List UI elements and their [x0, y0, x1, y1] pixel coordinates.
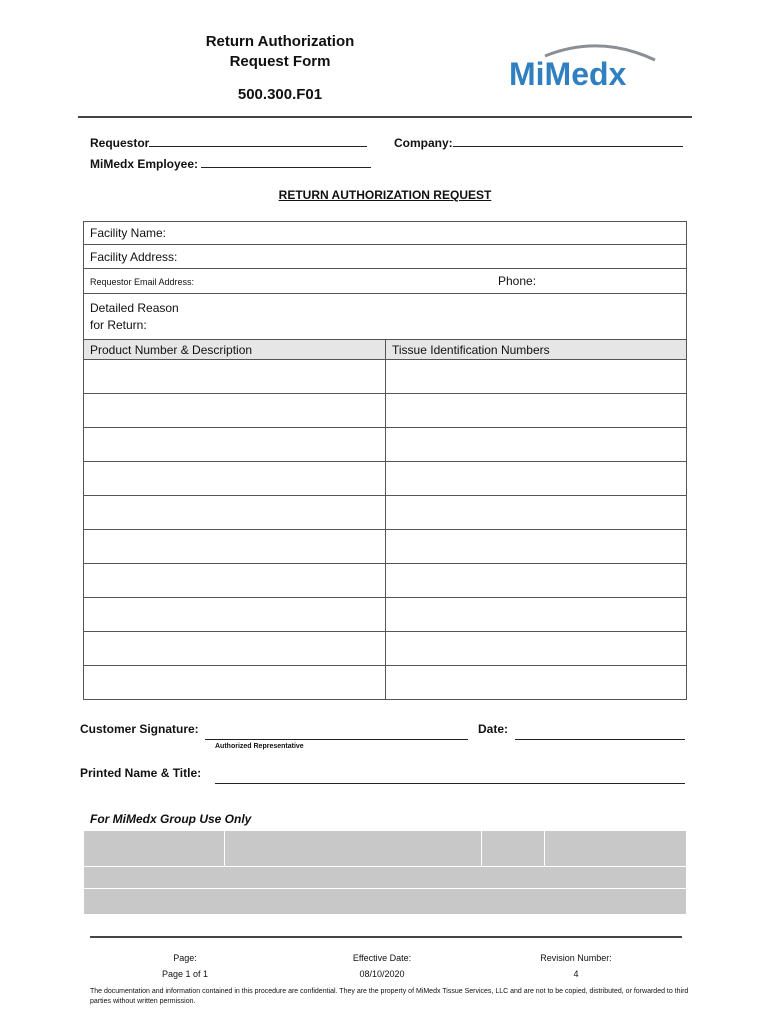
requestor-email-phone-cell[interactable]: [84, 269, 687, 294]
footer-divider: [90, 936, 682, 938]
effective-date-label: Effective Date:: [352, 953, 412, 963]
reason-cell[interactable]: [84, 294, 687, 340]
tissue-id-cell[interactable]: [386, 428, 687, 462]
tissue-id-cell[interactable]: [386, 666, 687, 700]
company-line[interactable]: [453, 134, 683, 147]
facility-address-label: Facility Address:: [90, 249, 178, 264]
requestor-field[interactable]: [90, 134, 367, 150]
product-cell[interactable]: [84, 564, 386, 598]
authorized-rep-label: Authorized Representative: [215, 743, 304, 750]
employee-field[interactable]: [90, 155, 371, 171]
tissue-id-cell[interactable]: [386, 530, 687, 564]
tissue-id-cell[interactable]: [386, 462, 687, 496]
facility-name-cell[interactable]: [84, 222, 687, 245]
product-cell[interactable]: [84, 496, 386, 530]
product-cell[interactable]: [84, 360, 386, 394]
form-title-line1: Return Authorization: [205, 33, 355, 50]
page-label: Page:: [173, 953, 197, 963]
page-value: Page 1 of 1: [161, 969, 209, 979]
reason-label-line2: for Return:: [90, 317, 147, 332]
customer-signature-line[interactable]: [205, 738, 468, 740]
employee-label: MiMedx Employee:: [90, 157, 199, 171]
tissue-id-cell[interactable]: [386, 564, 687, 598]
effective-date-value: 08/10/2020: [359, 969, 405, 979]
reason-label-line1: Detailed Reason: [90, 300, 179, 315]
requestor-email-label: Requestor Email Address:: [90, 277, 195, 287]
group-use-title: For MiMedx Group Use Only: [90, 812, 252, 826]
company-field[interactable]: [394, 134, 683, 150]
tissue-id-cell[interactable]: [386, 496, 687, 530]
date-line[interactable]: [515, 738, 685, 740]
facility-address-cell[interactable]: [84, 245, 687, 269]
product-cell[interactable]: [84, 394, 386, 428]
product-cell[interactable]: [84, 598, 386, 632]
product-cell[interactable]: [84, 462, 386, 496]
return-form-table: [83, 221, 687, 700]
group-cell[interactable]: [482, 831, 545, 867]
tissue-id-cell[interactable]: [386, 632, 687, 666]
logo-text: MiMedx: [509, 56, 627, 92]
revision-number-label: Revision Number:: [540, 953, 612, 963]
tissue-id-cell[interactable]: [386, 360, 687, 394]
confidentiality-disclaimer: The documentation and information contained in this procedure are confidential. They are the property of MiMedx Tissue Services, LLC and are not to be copied, distributed, or forwarded to third parties without written permission.: [90, 988, 689, 1005]
requestor-label: Requestor: [90, 136, 150, 150]
group-cell[interactable]: [84, 889, 687, 915]
group-use-table: [83, 830, 687, 915]
printed-name-line[interactable]: [215, 782, 685, 784]
product-cell[interactable]: [84, 530, 386, 564]
section-title: RETURN AUTHORIZATION REQUEST: [278, 188, 492, 202]
product-cell[interactable]: [84, 666, 386, 700]
product-cell[interactable]: [84, 428, 386, 462]
date-label: Date:: [478, 722, 509, 736]
printed-name-label: Printed Name & Title:: [80, 766, 202, 780]
customer-signature-label: Customer Signature:: [80, 722, 199, 736]
phone-label: Phone:: [498, 274, 537, 288]
form-number: 500.300.F01: [237, 86, 323, 103]
mimedx-logo: [505, 38, 675, 98]
group-cell[interactable]: [545, 831, 687, 867]
header-divider: [78, 116, 692, 118]
product-number-header: Product Number & Description: [84, 340, 386, 360]
revision-number-value: 4: [573, 969, 579, 979]
tissue-id-header: Tissue Identification Numbers: [386, 340, 687, 360]
group-cell[interactable]: [84, 831, 225, 867]
requestor-line[interactable]: [149, 134, 367, 147]
employee-line[interactable]: [201, 155, 371, 168]
product-cell[interactable]: [84, 632, 386, 666]
company-label: Company:: [394, 136, 453, 150]
tissue-id-cell[interactable]: [386, 394, 687, 428]
tissue-id-cell[interactable]: [386, 598, 687, 632]
form-title-line2: Request Form: [229, 53, 331, 70]
group-cell[interactable]: [225, 831, 482, 867]
group-cell[interactable]: [84, 867, 687, 889]
facility-name-label: Facility Name:: [90, 226, 167, 240]
